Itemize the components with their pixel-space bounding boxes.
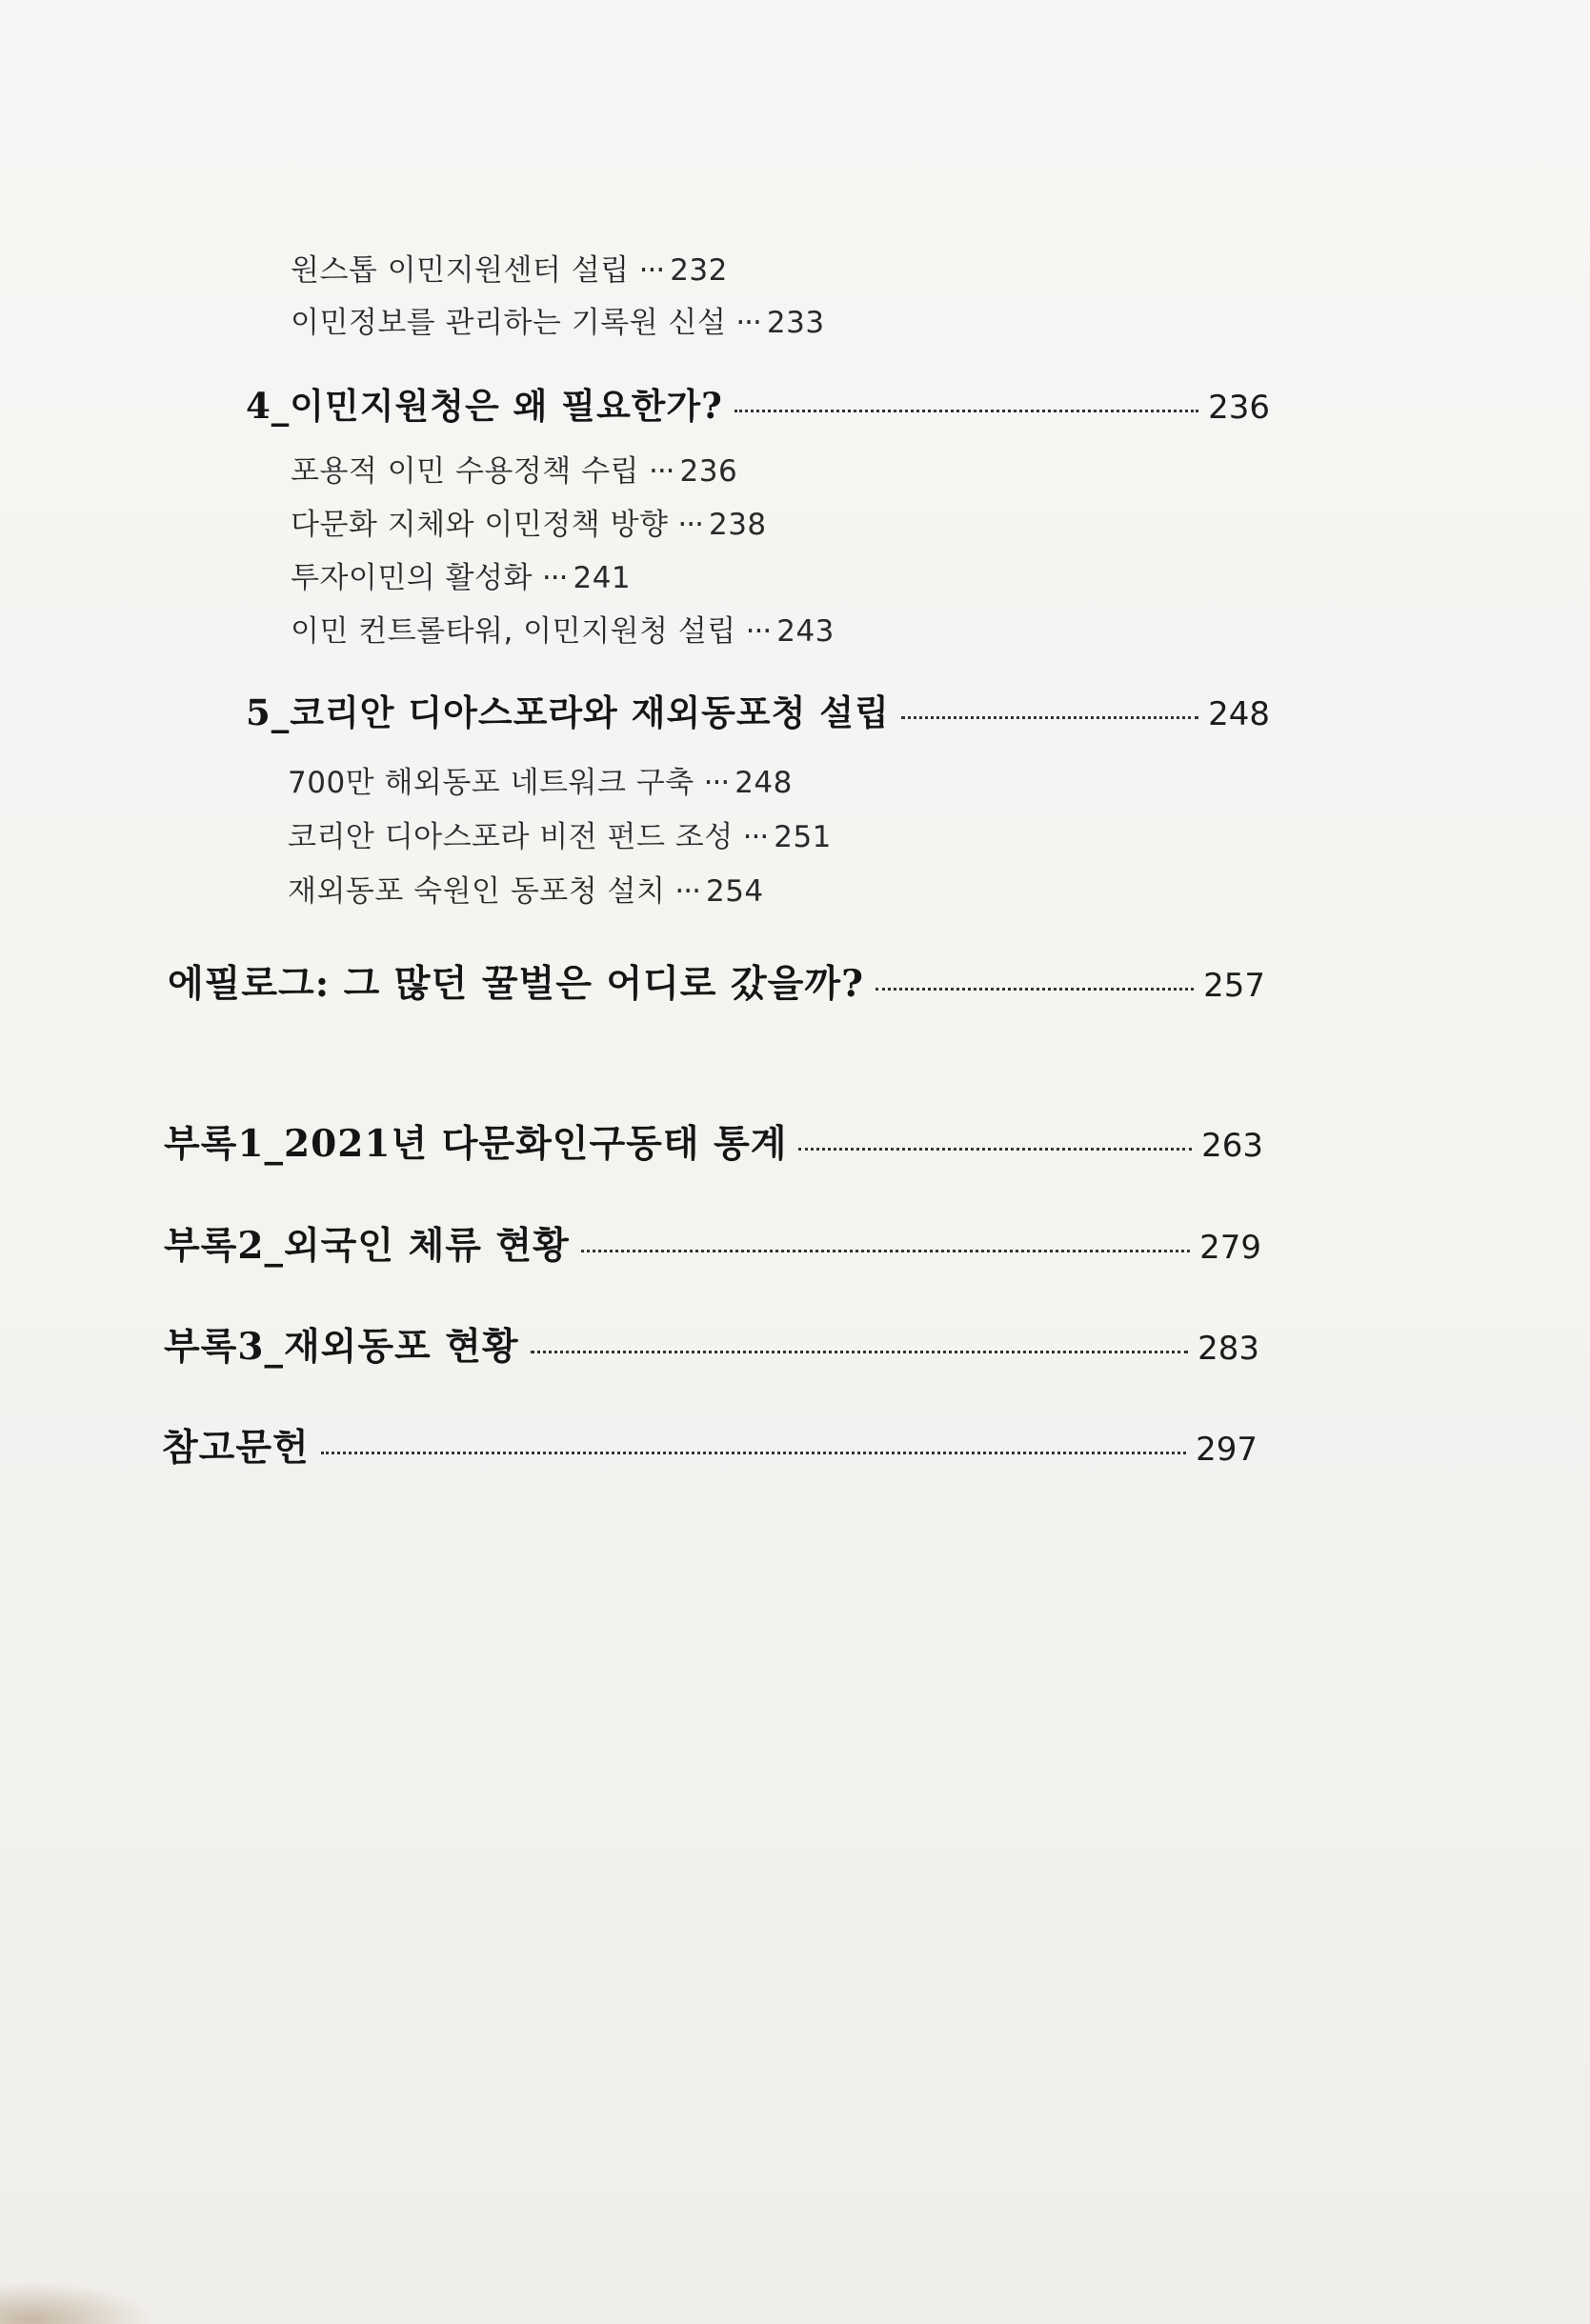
ellipsis: ··· (742, 820, 769, 854)
toc-entry-title: 부록1_2021년 다문화인구동태 통계 (164, 1122, 788, 1166)
dot-leader (798, 1148, 1192, 1151)
toc-section-4[interactable] (246, 377, 1270, 429)
toc-subentry[interactable] (291, 607, 835, 650)
toc-subentry-page: 251 (774, 820, 832, 854)
toc-subentry-page: 254 (705, 874, 764, 909)
dot-leader (531, 1351, 1188, 1353)
toc-subentry-text: 코리안 디아스포라 비전 펀드 조성 (288, 820, 734, 854)
toc-subentry-page: 232 (670, 253, 728, 288)
toc-subentry-page: 248 (735, 766, 793, 800)
toc-entry-title: 참고문헌 (162, 1426, 310, 1470)
dot-leader (581, 1250, 1190, 1252)
toc-subentry-page: 238 (708, 508, 767, 542)
toc-appendix-2[interactable] (164, 1216, 1261, 1270)
dot-leader (735, 410, 1198, 412)
toc-subentry-text: 포용적 이민 수용정책 수립 (291, 454, 639, 489)
ellipsis: ··· (745, 614, 772, 649)
toc-subentry-text: 이민 컨트롤타워, 이민지원청 설립 (291, 614, 736, 649)
toc-section-page: 248 (1208, 695, 1270, 733)
toc-section-5[interactable] (246, 684, 1270, 735)
toc-subentry-text: 다문화 지체와 이민정책 방향 (291, 508, 669, 542)
toc-subentry-text: 투자이민의 활성화 (291, 561, 533, 595)
toc-section-page: 236 (1208, 389, 1270, 427)
toc-subentry[interactable] (291, 298, 825, 341)
toc-subentry[interactable] (288, 812, 832, 855)
toc-subentry-text: 재외동포 숙원인 동포청 설치 (288, 874, 666, 909)
toc-entry-title: 에필로그: 그 많던 꿀벌은 어디로 갔을까? (168, 962, 864, 1006)
toc-subentry[interactable] (291, 246, 728, 289)
toc-subentry[interactable] (291, 500, 767, 543)
toc-subentry[interactable] (288, 758, 793, 801)
toc-subentry[interactable] (291, 553, 631, 596)
toc-subentry[interactable] (288, 867, 764, 910)
toc-subentry-page: 241 (573, 561, 632, 595)
toc-section-title: 4_이민지원청은 왜 필요한가? (246, 385, 723, 427)
toc-epilogue[interactable] (168, 954, 1265, 1008)
toc-entry-title: 부록2_외국인 체류 현황 (164, 1224, 570, 1268)
ellipsis: ··· (677, 508, 703, 542)
toc-subentry-text: 700만 해외동포 네트워크 구축 (288, 766, 694, 800)
page-stain (0, 2281, 152, 2324)
ellipsis: ··· (735, 306, 761, 340)
toc-entry-page: 263 (1201, 1127, 1263, 1165)
toc-subentry-text: 이민정보를 관리하는 기록원 신설 (291, 306, 727, 340)
ellipsis: ··· (638, 253, 665, 288)
ellipsis: ··· (541, 561, 568, 595)
toc-section-title: 5_코리안 디아스포라와 재외동포청 설립 (246, 691, 890, 733)
toc-subentry[interactable] (291, 447, 737, 490)
dot-leader (876, 988, 1194, 991)
ellipsis: ··· (703, 766, 730, 800)
toc-entry-page: 279 (1199, 1229, 1261, 1267)
toc-entry-page: 283 (1198, 1330, 1259, 1368)
toc-appendix-3[interactable] (164, 1317, 1259, 1371)
toc-subentry-text: 원스톱 이민지원센터 설립 (291, 253, 630, 288)
toc-references[interactable] (162, 1418, 1258, 1472)
toc-subentry-page: 236 (679, 454, 738, 489)
toc-entry-page: 297 (1196, 1431, 1258, 1469)
dot-leader (901, 716, 1198, 719)
toc-appendix-1[interactable] (164, 1114, 1263, 1168)
ellipsis: ··· (674, 874, 700, 909)
toc-subentry-page: 243 (776, 614, 835, 649)
toc-entry-page: 257 (1203, 967, 1265, 1005)
toc-entry-title: 부록3_재외동포 현황 (164, 1325, 519, 1369)
ellipsis: ··· (648, 454, 674, 489)
toc-subentry-page: 233 (766, 306, 825, 340)
dot-leader (321, 1452, 1186, 1454)
